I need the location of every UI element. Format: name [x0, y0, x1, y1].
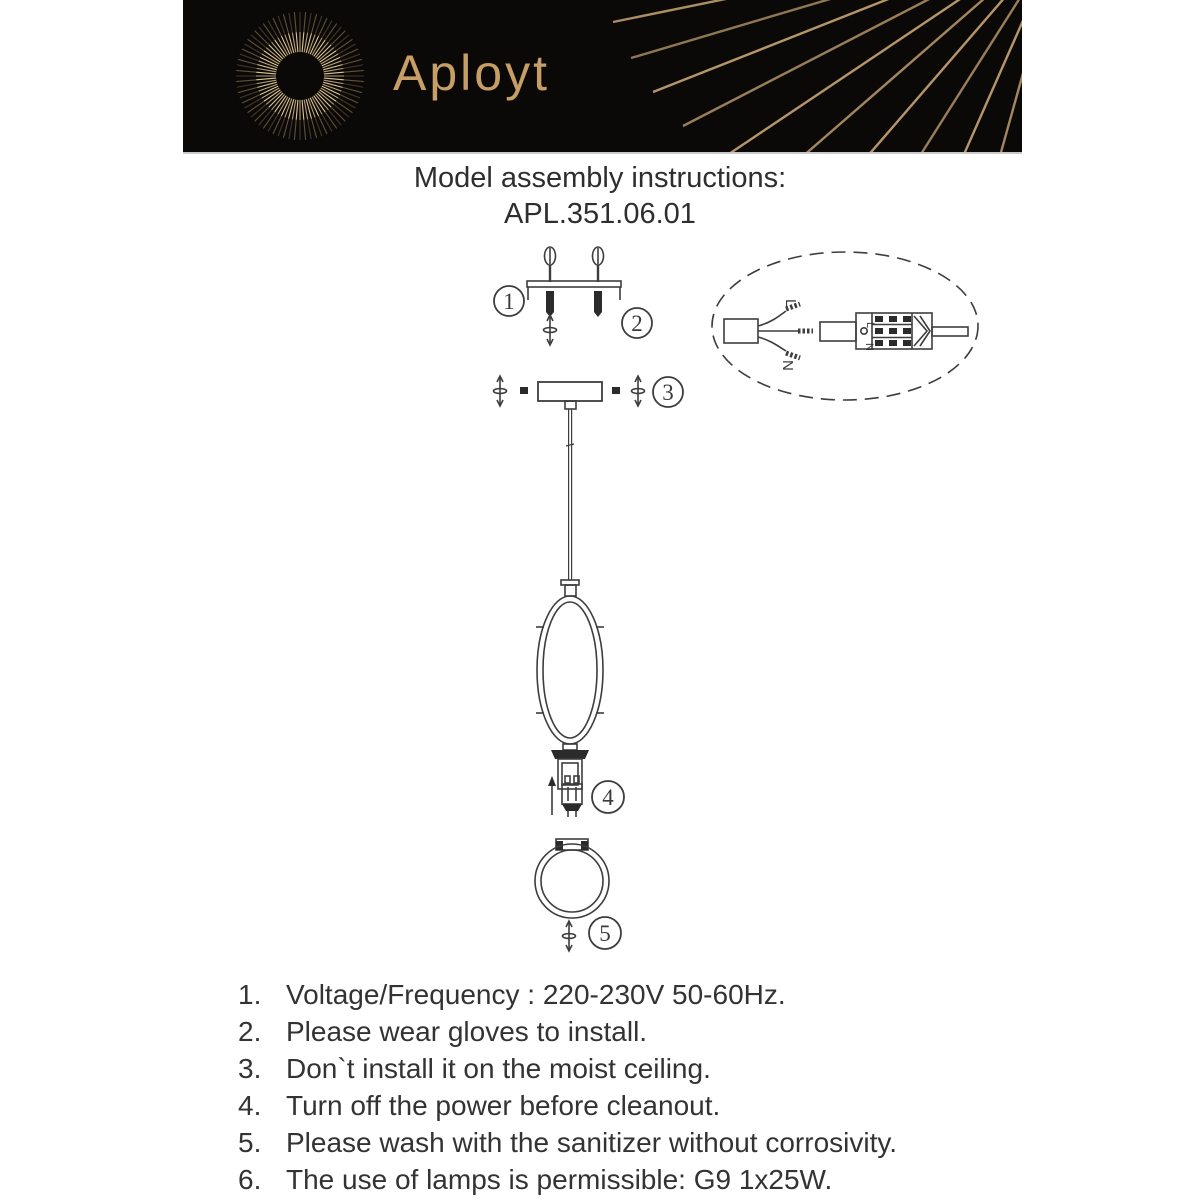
sunburst-logo-icon [230, 6, 370, 146]
svg-text:1: 1 [503, 289, 515, 314]
list-item [238, 1124, 1028, 1161]
block-label-live: L [864, 322, 876, 329]
terminal-block [820, 313, 968, 351]
block-label-neutral: N [863, 343, 875, 351]
model-number: APL.351.06.01 [504, 198, 696, 230]
step-3-badge [653, 377, 683, 407]
svg-text:2: 2 [631, 311, 643, 336]
screw-icon [563, 921, 576, 951]
item-text: Don`t install it on the moist ceiling. [286, 1053, 711, 1084]
list-item [238, 1161, 1028, 1198]
list-item [238, 1013, 1028, 1050]
page-title: Model assembly instructions: [413, 162, 787, 194]
item-number: 2. [238, 1016, 262, 1047]
wall-anchors [546, 291, 602, 317]
step-1-badge [494, 286, 524, 316]
canopy-screw [520, 387, 528, 394]
item-text: The use of lamps is permissible: G9 1x25W. [286, 1164, 833, 1195]
arrow-up-icon [548, 776, 556, 815]
screw-icon [632, 376, 645, 406]
item-number: 4. [238, 1090, 262, 1121]
wiring-detail [712, 252, 978, 400]
assembly-diagram [180, 235, 1020, 975]
step-5-badge [589, 917, 621, 949]
list-item [238, 976, 1028, 1013]
mounting-screws [545, 247, 604, 282]
instructions-list [238, 976, 1028, 1198]
item-number: 1. [238, 979, 262, 1010]
item-number: 6. [238, 1164, 262, 1195]
item-text: Please wear gloves to install. [286, 1016, 648, 1047]
ceiling-canopy [538, 382, 602, 409]
canopy-screw [612, 387, 620, 394]
item-text: Turn off the power before cleanout. [286, 1090, 721, 1121]
decorative-rays-icon [602, 0, 1022, 152]
brand-name: Aployt [393, 45, 550, 101]
mounting-bracket [527, 281, 621, 300]
wire-label-neutral: N [779, 360, 796, 371]
title-block [0, 160, 1200, 232]
item-number: 3. [238, 1053, 262, 1084]
item-text: Please wash with the sanitizer without corrosivity. [286, 1127, 898, 1158]
step-2-badge [622, 308, 652, 338]
step-4-badge [592, 781, 624, 813]
item-number: 5. [238, 1127, 262, 1158]
screw-icon [494, 376, 507, 406]
g9-bulb [562, 776, 582, 817]
list-item [238, 1087, 1028, 1124]
brand-banner [183, 0, 1022, 154]
pendant-ring-frame [536, 596, 604, 744]
svg-text:5: 5 [599, 921, 611, 946]
item-text: Voltage/Frequency : 220-230V 50-60Hz. [286, 979, 786, 1010]
svg-text:3: 3 [662, 380, 674, 405]
list-item [238, 1050, 1028, 1087]
ring-shade [535, 839, 609, 918]
suspension-cable [561, 409, 579, 596]
svg-text:4: 4 [602, 785, 614, 810]
wire-label-live: L [782, 299, 799, 308]
screw-icon [544, 315, 557, 345]
supply-cable [724, 304, 813, 358]
